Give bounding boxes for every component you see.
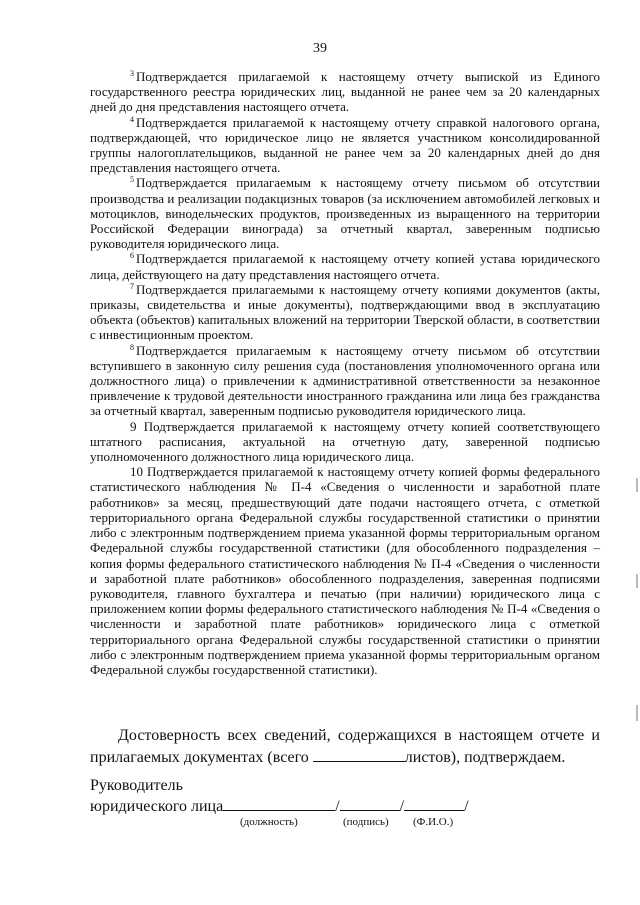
footnote-7 <box>90 282 600 343</box>
confirmation-statement <box>90 725 600 769</box>
footnote-marker: 8 <box>130 342 134 352</box>
footnote-text: Подтверждается прилагаемой к настоящему отчету копией устава юридического лица, действующего на дату представления настоящего отчета. <box>90 251 600 282</box>
footnote-marker: 10 <box>130 464 143 480</box>
caption-name: (Ф.И.О.) <box>413 816 454 828</box>
footnote-text: Подтверждается прилагаемым к настоящему отчету письмом об отсутствии вступившего в законную силу решения суда (постановления уполномоченного органа или должностного лица) о привлечении к административной ответственности за незаконное привлечение к трудовой деятельности иностранного гражданина или лица без гражданства за отчетный квартал, заверенным подписью руководителя юридического лица. <box>90 342 600 419</box>
footnote-text: Подтверждается прилагаемыми к настоящему отчету копиями документов (акты, приказы, свидетельства и иные документы), подтверждающими ввод в эксплуатацию объекта (объектов) капитальных вложений на территории Тверской области, в соответствии с инвестиционным проектом. <box>90 281 600 343</box>
separator: / <box>464 798 469 815</box>
footnote-marker: 5 <box>130 175 134 185</box>
caption-signature: (подпись) <box>343 816 389 828</box>
position-blank <box>223 796 335 811</box>
footnote-marker: 6 <box>130 251 134 261</box>
footnote-4 <box>90 115 600 176</box>
footnote-6 <box>90 251 600 281</box>
signatory-title-line2: юридического лица <box>90 798 224 815</box>
footnote-marker: 9 <box>130 418 137 434</box>
footnote-3 <box>90 69 600 115</box>
footnote-text: Подтверждается прилагаемой к настоящему отчету копией соответствующего штатного расписания, актуальной на отчетную дату, заверенной подписью уполномоченного должностного лица юридического лица. <box>90 418 600 465</box>
footnote-5 <box>90 175 600 251</box>
separator: / <box>335 798 340 815</box>
footnote-9 <box>90 419 600 465</box>
footnote-text: Подтверждается прилагаемой к настоящему отчету справкой налогового органа, подтверждающей, что юридическое лицо не является участником консолидированной группы налогоплательщиков, выданной не ранее чем за 20 календарных дней до дня представления настоящего отчета. <box>90 114 600 176</box>
footnote-marker: 3 <box>130 69 134 78</box>
page-number: 39 <box>313 41 327 56</box>
caption-position: (должность) <box>240 816 298 828</box>
scan-edge-mark <box>636 574 638 588</box>
scan-edge-mark <box>636 478 638 492</box>
footnote-text: Подтверждается прилагаемой к настоящему отчету выпиской из Единого государственного реестра юридических лиц, выданной не ранее чем за 20 календарных дней до дня представления настоящего отчета. <box>90 69 600 115</box>
footnote-marker: 4 <box>130 114 134 124</box>
footnote-marker: 7 <box>130 281 134 291</box>
signature-block <box>90 775 600 817</box>
signatory-title-line1: Руководитель <box>90 777 183 794</box>
scan-edge-mark <box>636 705 638 721</box>
signature-blank <box>340 796 400 811</box>
footnote-8 <box>90 343 600 419</box>
sheet-count-blank <box>313 747 405 762</box>
confirmation-text-start: Достоверность всех сведений, содержащихся в настоящем отчете и прилагаемых документах (всего <box>90 727 600 766</box>
signature-line <box>90 796 600 817</box>
footnote-text: Подтверждается прилагаемой к настоящему отчету копией формы федерального статистического наблюдения № П-4 «Сведения о численности и заработной плате работников» за месяц, предшествующий дате подачи настоящего отчета, с отметкой территориального органа Федеральной службы государственной статистики о принятии либо с электронным подтверждением приема указанной формы территориальным органом Федеральной службы государственной статистики (для обособленного подразделения – копия формы федерального статистического наблюдения № П-4 «Сведения о численности и заработной плате работников» обособленного подразделения, заверенная подписями руководителя, главного бухгалтера и печатью (при наличии) юридического лица с приложением копии формы федерального статистического наблюдения № П-4 «Сведения о численности и заработной плате работников» юридического лица с отметкой территориального органа Федеральной службы государственной статистики о принятии либо с электронным подтверждением приема указанной формы территориальным органом Федеральной службы государственной статистики). <box>90 464 601 677</box>
name-blank <box>404 796 464 811</box>
footnotes-block <box>90 69 600 677</box>
footnote-10 <box>90 464 600 677</box>
separator: / <box>399 798 405 815</box>
confirmation-text-end: листов), подтверждаем. <box>404 749 566 766</box>
footnote-text: Подтверждается прилагаемым к настоящему отчету письмом об отсутствии производства и реализации подакцизных товаров (за исключением автомобилей легковых и мотоциклов, винодельческих продуктов, произведенных из выращенного на территории Российской Федерации винограда) за отчетный квартал, заверенным подписью руководителя юридического лица. <box>90 175 600 252</box>
